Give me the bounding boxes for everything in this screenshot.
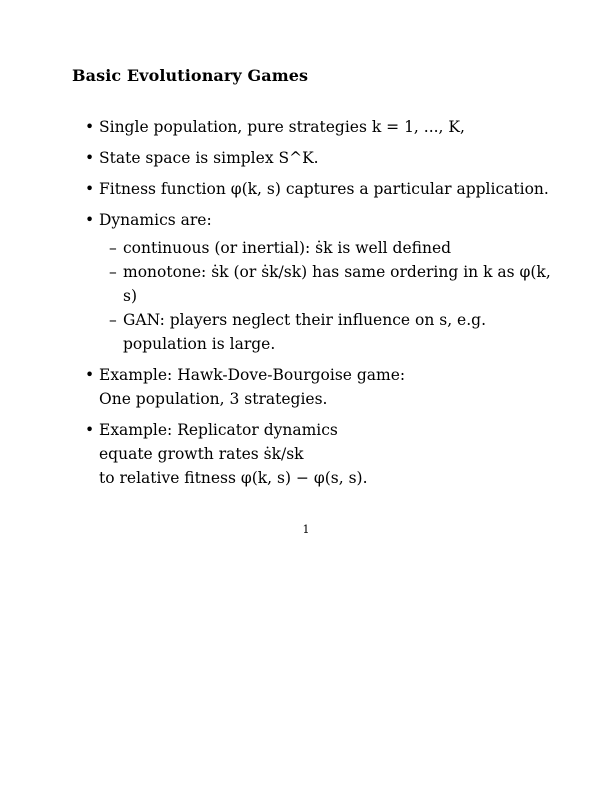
bullet-item <box>85 177 555 201</box>
bullet-list <box>85 115 555 497</box>
bullet-item <box>85 115 555 139</box>
sub-list <box>109 236 555 356</box>
sub-item <box>109 260 555 308</box>
bullet-item <box>85 208 555 356</box>
sub-item-text: GAN: players neglect their influence on s, e.g. population is large. <box>123 311 486 353</box>
bullet-text: Dynamics are: <box>99 211 212 229</box>
bullet-text: One population, 3 strategies. <box>99 390 328 408</box>
sub-item-text: continuous (or inertial): ṡk is well defined <box>123 239 452 257</box>
sub-item <box>109 308 555 356</box>
sub-item-text: monotone: ṡk (or ṡk/sk) has same ordering in k as φ(k, s) <box>123 263 551 305</box>
bullet-text: to relative fitness φ(k, s) − φ(s, s). <box>99 469 368 487</box>
bullet-item <box>85 146 555 170</box>
page-number: 1 <box>302 523 310 536</box>
dash-mark: – <box>109 311 117 329</box>
bullet-mark: • <box>85 180 95 198</box>
bullet-item <box>85 418 555 490</box>
section-title: Basic Evolutionary Games <box>72 66 309 85</box>
bullet-text: equate growth rates ṡk/sk <box>99 445 304 463</box>
bullet-item <box>85 363 555 411</box>
bullet-text: Example: Replicator dynamics <box>99 421 338 439</box>
bullet-mark: • <box>85 211 95 229</box>
bullet-mark: • <box>85 421 95 439</box>
bullet-mark: • <box>85 118 95 136</box>
bullet-text: Example: Hawk-Dove-Bourgoise game: <box>99 366 406 384</box>
sub-item <box>109 236 555 260</box>
bullet-text: State space is simplex S^K. <box>99 149 319 167</box>
bullet-mark: • <box>85 366 95 384</box>
dash-mark: – <box>109 239 117 257</box>
bullet-text: Single population, pure strategies k = 1, ..., K, <box>99 118 465 136</box>
dash-mark: – <box>109 263 117 281</box>
bullet-mark: • <box>85 149 95 167</box>
bullet-text: Fitness function φ(k, s) captures a particular application. <box>99 180 549 198</box>
